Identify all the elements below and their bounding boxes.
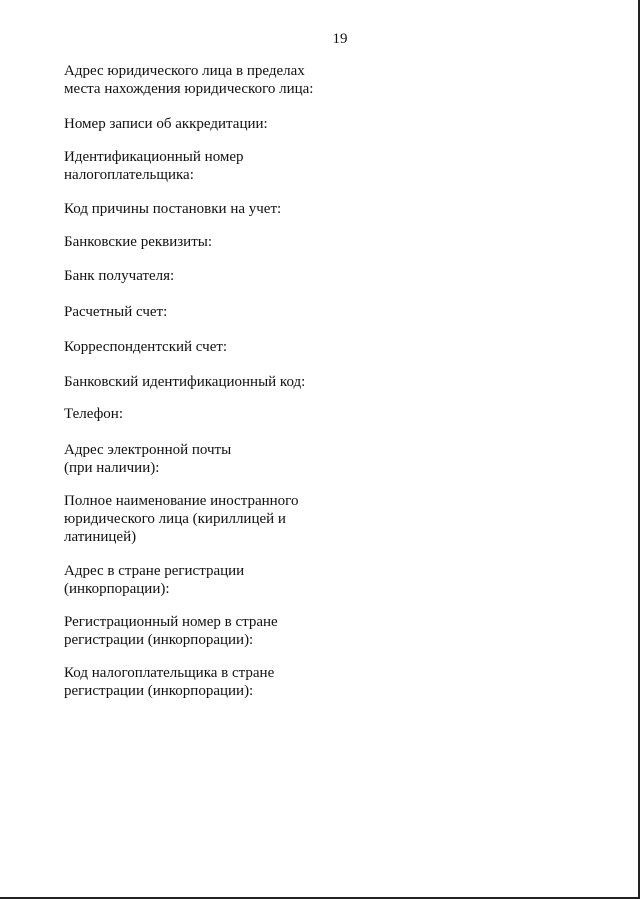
field-registration-number: Регистрационный номер в стране регистрации (инкорпорации): bbox=[64, 614, 278, 648]
field-legal-address: Адрес юридического лица в пределах места нахождения юридического лица: bbox=[64, 63, 314, 97]
field-recipient-bank: Банк получателя: bbox=[64, 268, 175, 284]
field-correspondent-account: Корреспондентский счет: bbox=[64, 339, 228, 355]
field-settlement-account: Расчетный счет: bbox=[64, 304, 168, 320]
field-taxpayer-code: Код налогоплательщика в стране регистрации (инкорпорации): bbox=[64, 665, 275, 699]
field-inn: Идентификационный номер налогоплательщика: bbox=[64, 149, 244, 183]
field-bic: Банковский идентификационный код: bbox=[64, 374, 306, 390]
field-registration-country-address: Адрес в стране регистрации (инкорпорации): bbox=[64, 563, 245, 597]
page-number: 19 bbox=[332, 31, 348, 47]
field-kpp: Код причины постановки на учет: bbox=[64, 201, 282, 217]
field-phone: Телефон: bbox=[64, 406, 123, 422]
field-foreign-full-name: Полное наименование иностранного юридического лица (кириллицей и латиницей) bbox=[64, 493, 299, 545]
field-accreditation-number: Номер записи об аккредитации: bbox=[64, 116, 268, 132]
field-email: Адрес электронной почты (при наличии): bbox=[64, 442, 232, 476]
field-bank-details: Банковские реквизиты: bbox=[64, 234, 213, 250]
